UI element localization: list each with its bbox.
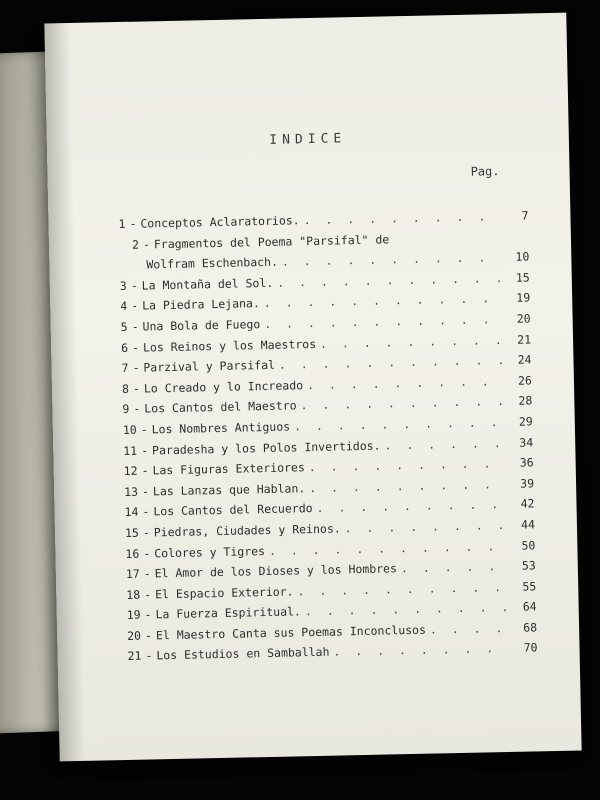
entry-number: 18 [126, 587, 141, 602]
toc-entry: 21 - Los Estudios en Samballah . . . 70 [127, 638, 537, 667]
entry-number: 16 [125, 546, 140, 561]
toc-entry: 2 - Fragmentos del Poema "Parsifal" de [119, 226, 529, 255]
entry-title: Los Cantos del Maestro [144, 398, 297, 416]
entry-number: 19 [126, 607, 141, 623]
entry-title: Los Nombres Antiguos [151, 419, 291, 437]
table-of-contents [118, 205, 537, 667]
entry-number: 1 [118, 216, 126, 232]
entry-page: 64 [522, 599, 537, 614]
entry-title: Lo Creado y lo Increado [143, 377, 304, 396]
entry-number: 21 [127, 649, 142, 664]
entry-page: 29 [518, 414, 533, 429]
entry-page: 19 [516, 290, 531, 306]
entry-page: 34 [519, 434, 534, 450]
entry-title: Fragmentos del Poema "Parsifal" de [153, 231, 390, 251]
toc-entry: 20 - El Maestro Canta sus Poemas Inconclusos . . . 68 [127, 617, 537, 646]
entry-page: 36 [519, 455, 534, 470]
entry-title: Las Lanzas que Hablan. [152, 480, 306, 499]
entry-page: 44 [520, 517, 536, 532]
entry-title: La Montaña del Sol. [141, 275, 274, 293]
entry-page [503, 240, 529, 241]
entry-number: 4 [120, 299, 128, 314]
entry-page: 68 [523, 620, 538, 635]
entry-title: La Piedra Lejana. [141, 296, 260, 313]
entry-page: 39 [520, 476, 535, 491]
entry-page: 28 [518, 393, 533, 409]
entry-title: Wolfram Eschenbach. [146, 254, 279, 272]
entry-title: Parzival y Parsifal [143, 357, 276, 375]
entry-page: 24 [517, 352, 532, 367]
toc-entry: 4 - La Piedra Lejana. . . . 19 [120, 288, 530, 317]
entry-page: 21 [517, 331, 532, 347]
toc-entry: 1 - Conceptos Aclaratorios. . . . 7 [118, 205, 528, 234]
toc-entry: 6 - Los Reinos y los Maestros . . . 21 [121, 329, 531, 358]
entry-number: 7 [121, 361, 129, 376]
entry-number: 11 [123, 443, 138, 458]
entry-title: El Espacio Exterior. [154, 584, 294, 602]
toc-entry: 10 - Los Nombres Antiguos . . . 29 [123, 411, 533, 440]
toc-entry: 3 - La Montaña del Sol. . . . 15 [120, 267, 530, 296]
entry-title: Conceptos Aclaratorios. [140, 213, 300, 231]
toc-entry: 11 - Paradesha y los Polos Invertidos. . . . 34 [123, 432, 533, 461]
entry-number: 13 [124, 484, 139, 499]
entry-page: 50 [521, 537, 536, 553]
entry-number: 3 [119, 278, 127, 293]
entry-title: Los Reinos y los Maestros [142, 336, 317, 355]
toc-entry: 13 - Las Lanzas que Hablan. . . . 39 [124, 473, 534, 502]
entry-number: 12 [123, 463, 138, 479]
entry-title: La Fuerza Espiritual. [155, 604, 302, 622]
entry-number: 10 [122, 422, 137, 437]
entry-number: 17 [125, 566, 140, 582]
entry-page: 20 [516, 311, 531, 326]
entry-number: 6 [120, 340, 129, 355]
entry-number: 9 [122, 402, 130, 417]
entry-number: 5 [120, 319, 128, 334]
toc-entry: 19 - La Fuerza Espiritual. . . . 64 [127, 597, 537, 626]
entry-title: Las Figuras Exteriores [152, 460, 305, 478]
entry-title: El Maestro Canta sus Poemas Inconclusos [155, 622, 427, 643]
toc-entry: 7 - Parzival y Parsifal . . . 24 [121, 350, 531, 379]
entry-title: Una Bola de Fuego [142, 317, 261, 334]
toc-entry: 18 - El Espacio Exterior. . . . 55 [126, 576, 536, 605]
toc-entry: 12 - Las Figuras Exteriores . . . 36 [124, 453, 534, 482]
toc-entry: 8 - Lo Creado y lo Increado . . . 26 [122, 370, 532, 399]
document-page [44, 13, 581, 762]
entry-number: 15 [124, 525, 140, 540]
entry-title: Los Cantos del Recuerdo [153, 501, 313, 519]
page-column-label: Pag. [470, 164, 500, 179]
entry-title: Paradesha y los Polos Invertidos. [151, 438, 381, 457]
toc-entry: 17 - El Amor de los Dioses y los Hombres . . . 53 [126, 555, 536, 584]
toc-entry: 5 - Una Bola de Fuego . . . 20 [120, 308, 530, 337]
entry-page: 26 [517, 373, 533, 388]
entry-page: 42 [520, 496, 535, 511]
entry-page: 70 [523, 640, 538, 656]
entry-number: 20 [127, 628, 142, 643]
entry-page: 55 [522, 579, 537, 594]
index-heading: INDICE [269, 131, 347, 148]
entry-number: 8 [121, 381, 130, 396]
entry-page: 15 [515, 270, 530, 285]
toc-entry: 16 - Colores y Tigres . . . 50 [125, 535, 535, 564]
toc-entry: 14 - Los Cantos del Recuerdo . . . 42 [124, 494, 534, 523]
toc-entry: 9 - Los Cantos del Maestro . . . 28 [122, 391, 532, 420]
entry-title: Piedras, Ciudades y Reinos. [153, 521, 341, 540]
entry-title: Los Estudios en Samballah [156, 645, 330, 663]
toc-entry: 15 - Piedras, Ciudades y Reinos. . . . 44 [125, 514, 535, 543]
entry-page: 7 [521, 208, 529, 223]
entry-number: 14 [124, 504, 139, 520]
entry-page: 53 [521, 558, 536, 573]
entry-page: 10 [515, 249, 530, 264]
entry-title: El Amor de los Dioses y los Hombres [154, 561, 398, 581]
entry-title: Colores y Tigres [154, 543, 266, 560]
entry-number: 2 [131, 237, 140, 252]
